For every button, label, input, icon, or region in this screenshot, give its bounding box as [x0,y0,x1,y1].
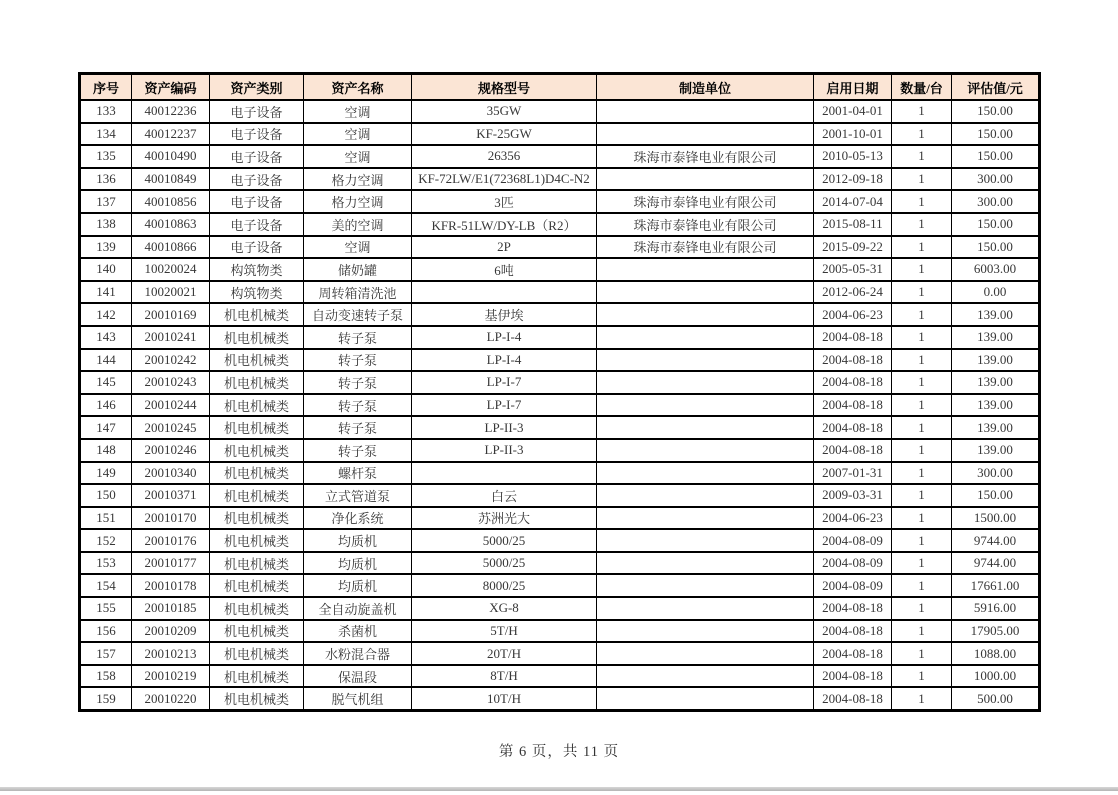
table-cell: 电子设备 [210,236,304,259]
table-cell: 机电机械类 [210,552,304,575]
table-cell: 美的空调 [304,213,412,236]
table-cell: 147 [80,416,132,439]
table-cell: 40010863 [132,213,210,236]
table-cell: 1 [892,416,952,439]
table-cell: 20010209 [132,620,210,643]
table-cell: 300.00 [952,462,1040,485]
table-cell [597,620,814,643]
table-cell: 珠海市泰锋电业有限公司 [597,190,814,213]
column-header: 资产类别 [210,74,304,101]
table-cell: 基伊埃 [412,303,597,326]
table-row [80,394,1040,417]
table-cell: 20010177 [132,552,210,575]
table-cell: 净化系统 [304,507,412,530]
table-cell: 20010242 [132,349,210,372]
table-cell: 1 [892,574,952,597]
table-cell [597,439,814,462]
table-cell: 转子泵 [304,416,412,439]
table-cell: 150 [80,484,132,507]
table-cell [597,303,814,326]
table-row [80,507,1040,530]
table-cell: 136 [80,168,132,191]
table-cell: 1 [892,303,952,326]
table-cell [597,665,814,688]
table-cell: 138 [80,213,132,236]
table-cell: 20010219 [132,665,210,688]
table-cell [597,552,814,575]
table-cell [597,642,814,665]
table-cell: 1 [892,281,952,304]
asset-table [78,72,1041,712]
table-cell: 1 [892,123,952,146]
table-cell: 5916.00 [952,597,1040,620]
table-cell: 10T/H [412,687,597,710]
table-cell: 电子设备 [210,123,304,146]
table-row [80,416,1040,439]
table-cell: 137 [80,190,132,213]
table-cell: 150.00 [952,100,1040,123]
table-cell: 5T/H [412,620,597,643]
table-cell: 电子设备 [210,190,304,213]
table-cell [597,258,814,281]
table-cell: 机电机械类 [210,349,304,372]
table-cell: 珠海市泰锋电业有限公司 [597,236,814,259]
table-cell: 保温段 [304,665,412,688]
table-cell: 142 [80,303,132,326]
table-cell: LP-I-7 [412,394,597,417]
table-cell: 134 [80,123,132,146]
table-cell: 10020024 [132,258,210,281]
table-cell: 机电机械类 [210,620,304,643]
table-cell: 均质机 [304,529,412,552]
table-row [80,529,1040,552]
column-header: 数量/台 [892,74,952,101]
table-cell: 2004-08-18 [814,371,892,394]
table-cell: 电子设备 [210,213,304,236]
table-cell: XG-8 [412,597,597,620]
table-cell: 139.00 [952,326,1040,349]
table-cell: LP-II-3 [412,439,597,462]
table-cell [597,687,814,710]
table-cell: 转子泵 [304,371,412,394]
table-cell: 2004-08-09 [814,574,892,597]
table-cell: 135 [80,145,132,168]
table-cell: 133 [80,100,132,123]
table-cell: 均质机 [304,552,412,575]
table-cell: 40010866 [132,236,210,259]
table-cell: LP-II-3 [412,416,597,439]
table-cell: 150.00 [952,484,1040,507]
table-cell: 自动变速转子泵 [304,303,412,326]
table-cell: 苏洲光大 [412,507,597,530]
table-cell: 145 [80,371,132,394]
table-cell: 1 [892,258,952,281]
table-cell: 2015-08-11 [814,213,892,236]
table-cell: 脱气机组 [304,687,412,710]
table-cell: 10020021 [132,281,210,304]
table-row [80,371,1040,394]
table-cell: 26356 [412,145,597,168]
table-cell: 20010213 [132,642,210,665]
table-cell: 螺杆泵 [304,462,412,485]
table-row [80,281,1040,304]
table-cell [597,462,814,485]
table-cell: 周转箱清洗池 [304,281,412,304]
table-cell: 2004-08-09 [814,552,892,575]
table-cell: 珠海市泰锋电业有限公司 [597,213,814,236]
table-cell: 1 [892,100,952,123]
table-cell: 1 [892,507,952,530]
table-row [80,326,1040,349]
table-cell: LP-I-7 [412,371,597,394]
table-cell: 格力空调 [304,190,412,213]
table-cell [597,529,814,552]
table-cell: 2014-07-04 [814,190,892,213]
table-cell [412,462,597,485]
table-cell: 20010340 [132,462,210,485]
table-header-row [80,74,1040,101]
table-cell [597,416,814,439]
table-cell: 139.00 [952,371,1040,394]
table-cell: 0.00 [952,281,1040,304]
table-cell: 杀菌机 [304,620,412,643]
table-cell: 2004-08-18 [814,665,892,688]
table-row [80,258,1040,281]
table-row [80,349,1040,372]
table-cell: 机电机械类 [210,326,304,349]
table-row [80,484,1040,507]
table-cell: 格力空调 [304,168,412,191]
table-body [80,100,1040,711]
table-cell: 157 [80,642,132,665]
table-row [80,597,1040,620]
table-cell: 139.00 [952,416,1040,439]
table-cell: 机电机械类 [210,597,304,620]
table-cell: 2009-03-31 [814,484,892,507]
table-cell: 40012236 [132,100,210,123]
table-cell: 150.00 [952,236,1040,259]
table-cell [597,100,814,123]
table-cell: 机电机械类 [210,642,304,665]
table-cell: 6吨 [412,258,597,281]
table-cell: 1 [892,462,952,485]
table-row [80,574,1040,597]
table-cell: 2005-05-31 [814,258,892,281]
table-cell: KF-25GW [412,123,597,146]
table-cell: 构筑物类 [210,281,304,304]
column-header: 制造单位 [597,74,814,101]
table-row [80,100,1040,123]
table-cell: 140 [80,258,132,281]
table-cell: 1 [892,484,952,507]
table-cell: 2004-06-23 [814,303,892,326]
table-cell: 2012-09-18 [814,168,892,191]
table-cell: 155 [80,597,132,620]
table-cell [597,168,814,191]
table-cell [597,507,814,530]
table-cell: 电子设备 [210,145,304,168]
table-cell: 2004-08-09 [814,529,892,552]
table-cell [597,394,814,417]
table-cell: 1000.00 [952,665,1040,688]
table-cell: 5000/25 [412,552,597,575]
table-cell: 2004-08-18 [814,349,892,372]
table-cell: 2004-08-18 [814,439,892,462]
table-cell: 1 [892,168,952,191]
table-cell: 2001-10-01 [814,123,892,146]
table-cell: 3匹 [412,190,597,213]
table-cell: 20010170 [132,507,210,530]
table-cell: 139 [80,236,132,259]
table-cell: 空调 [304,145,412,168]
table-cell [412,281,597,304]
table-row [80,145,1040,168]
table-cell [597,597,814,620]
table-cell: 8000/25 [412,574,597,597]
table-cell: 20010244 [132,394,210,417]
page-number-footer: 第 6 页，共 11 页 [498,744,620,760]
table-row [80,213,1040,236]
table-cell: 机电机械类 [210,484,304,507]
table-cell: LP-I-4 [412,326,597,349]
table-cell: 机电机械类 [210,303,304,326]
column-header: 资产名称 [304,74,412,101]
table-cell: 机电机械类 [210,394,304,417]
table-cell: 机电机械类 [210,462,304,485]
table-cell: 2P [412,236,597,259]
table-cell: 机电机械类 [210,416,304,439]
table-cell: 8T/H [412,665,597,688]
table-cell: 2004-08-18 [814,597,892,620]
table-cell: 机电机械类 [210,665,304,688]
table-cell: 144 [80,349,132,372]
column-header: 规格型号 [412,74,597,101]
table-cell: 均质机 [304,574,412,597]
table-cell: 148 [80,439,132,462]
table-cell: 9744.00 [952,552,1040,575]
table-cell: 150.00 [952,213,1040,236]
table-row [80,620,1040,643]
table-row [80,552,1040,575]
table-cell: 20010178 [132,574,210,597]
table-cell: 1 [892,642,952,665]
table-cell: 5000/25 [412,529,597,552]
table-cell: 20010245 [132,416,210,439]
table-cell: 6003.00 [952,258,1040,281]
table-cell: 电子设备 [210,168,304,191]
table-cell: 机电机械类 [210,529,304,552]
page-bottom-edge [0,787,1118,791]
table-cell: 1 [892,620,952,643]
table-cell: 1 [892,439,952,462]
table-cell: 20010246 [132,439,210,462]
table-cell: 1500.00 [952,507,1040,530]
table-cell: 146 [80,394,132,417]
table-cell: 35GW [412,100,597,123]
table-cell: 机电机械类 [210,507,304,530]
table-cell: 1 [892,529,952,552]
table-cell: LP-I-4 [412,349,597,372]
column-header: 资产编码 [132,74,210,101]
table-cell: 机电机械类 [210,439,304,462]
table-cell: 1 [892,552,952,575]
table-cell: 143 [80,326,132,349]
column-header: 启用日期 [814,74,892,101]
table-cell: 2007-01-31 [814,462,892,485]
table-cell: KFR-51LW/DY-LB（R2） [412,213,597,236]
table-cell: 转子泵 [304,326,412,349]
table-cell [597,281,814,304]
table-cell: 1 [892,597,952,620]
table-cell: 机电机械类 [210,687,304,710]
table-cell: 20010176 [132,529,210,552]
table-cell: 20010243 [132,371,210,394]
table-cell: 152 [80,529,132,552]
table-cell: 139.00 [952,349,1040,372]
table-cell: 1 [892,213,952,236]
table-cell: 1 [892,190,952,213]
table-cell [597,371,814,394]
table-cell: 156 [80,620,132,643]
table-cell: 139.00 [952,303,1040,326]
table-cell: 9744.00 [952,529,1040,552]
table-cell: 2004-08-18 [814,416,892,439]
table-cell: 20T/H [412,642,597,665]
table-cell: 154 [80,574,132,597]
table-cell: 空调 [304,236,412,259]
table-row [80,303,1040,326]
table-cell: 139.00 [952,394,1040,417]
table-cell: 立式管道泵 [304,484,412,507]
table-cell: 20010241 [132,326,210,349]
table-cell: 2015-09-22 [814,236,892,259]
table-row [80,687,1040,710]
table-cell: 2004-08-18 [814,687,892,710]
table-cell: 141 [80,281,132,304]
table-cell [597,484,814,507]
table-cell: 2010-05-13 [814,145,892,168]
table-row [80,665,1040,688]
column-header: 序号 [80,74,132,101]
table-cell: 40012237 [132,123,210,146]
table-cell: 20010220 [132,687,210,710]
table-cell: 150.00 [952,123,1040,146]
table-cell: 300.00 [952,168,1040,191]
column-header: 评估值/元 [952,74,1040,101]
table-cell: 40010490 [132,145,210,168]
table-row [80,123,1040,146]
table-cell: 2004-06-23 [814,507,892,530]
table-cell: 149 [80,462,132,485]
table-cell: 空调 [304,123,412,146]
table-cell: 2001-04-01 [814,100,892,123]
table-cell: 151 [80,507,132,530]
table-cell: 40010856 [132,190,210,213]
table-cell [597,349,814,372]
table-cell: 1 [892,145,952,168]
table-cell: 1088.00 [952,642,1040,665]
table-cell [597,123,814,146]
table-cell: 139.00 [952,439,1040,462]
table-cell: 储奶罐 [304,258,412,281]
table-cell: 构筑物类 [210,258,304,281]
table-cell: 300.00 [952,190,1040,213]
table-cell: 159 [80,687,132,710]
table-cell: 500.00 [952,687,1040,710]
table-cell: 1 [892,326,952,349]
table-cell: 158 [80,665,132,688]
table-row [80,439,1040,462]
table-cell: 17661.00 [952,574,1040,597]
table-cell: 40010849 [132,168,210,191]
table-cell: 转子泵 [304,349,412,372]
table-cell: 机电机械类 [210,371,304,394]
table-cell: 1 [892,349,952,372]
table-cell: 1 [892,687,952,710]
table-cell: 水粉混合器 [304,642,412,665]
table-cell: 机电机械类 [210,574,304,597]
table-cell: 20010371 [132,484,210,507]
table-cell: 2012-06-24 [814,281,892,304]
table-cell: 2004-08-18 [814,326,892,349]
table-cell: 153 [80,552,132,575]
table-cell: 150.00 [952,145,1040,168]
table-cell: 白云 [412,484,597,507]
table-cell: 2004-08-18 [814,394,892,417]
table-row [80,168,1040,191]
table-cell: 珠海市泰锋电业有限公司 [597,145,814,168]
table-cell: 2004-08-18 [814,620,892,643]
table-cell: 20010169 [132,303,210,326]
table-cell: 1 [892,236,952,259]
table-row [80,190,1040,213]
table-cell: 1 [892,371,952,394]
table-cell [597,326,814,349]
table-cell: 电子设备 [210,100,304,123]
table-cell [597,574,814,597]
table-cell: 全自动旋盖机 [304,597,412,620]
table-cell: 17905.00 [952,620,1040,643]
table-cell: 1 [892,394,952,417]
table-row [80,462,1040,485]
table-cell: 转子泵 [304,439,412,462]
table-row [80,642,1040,665]
table-row [80,236,1040,259]
table-cell: 空调 [304,100,412,123]
table-cell: 20010185 [132,597,210,620]
table-cell: 转子泵 [304,394,412,417]
table-cell: 1 [892,665,952,688]
table-cell: KF-72LW/E1(72368L1)D4C-N2 [412,168,597,191]
table-cell: 2004-08-18 [814,642,892,665]
